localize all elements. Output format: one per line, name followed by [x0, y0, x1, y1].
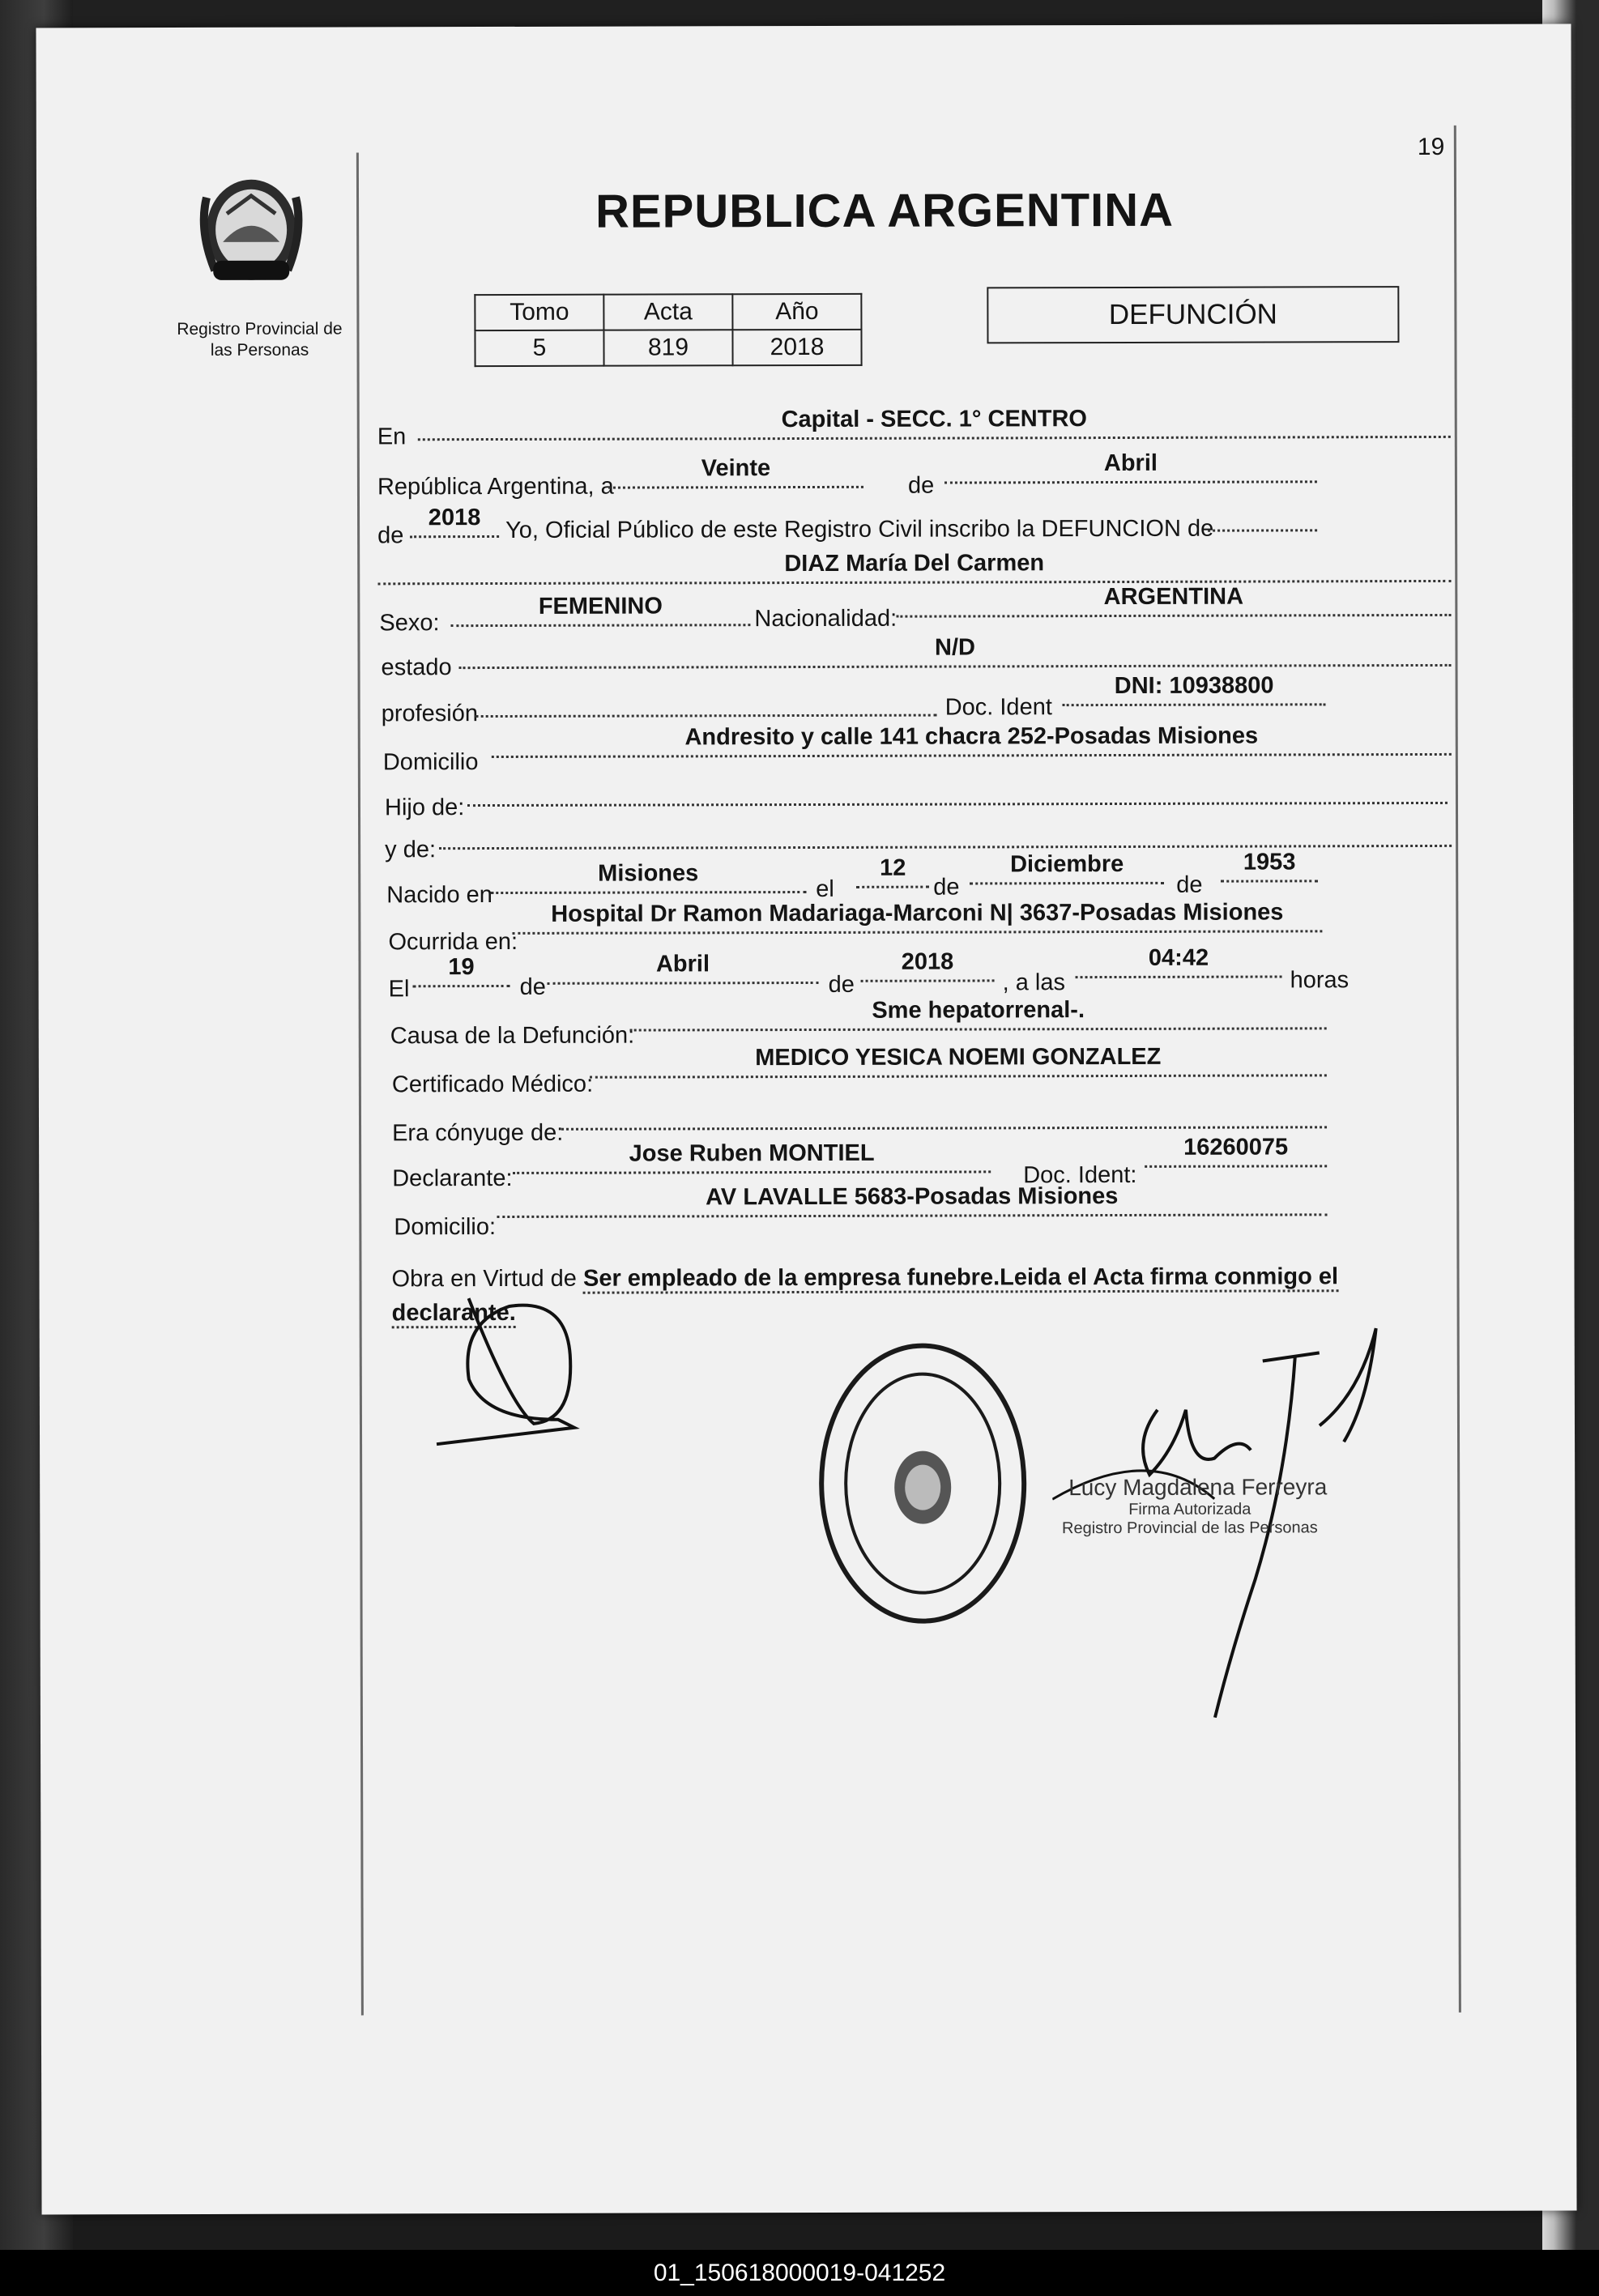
spouse-label: Era cónyuge de: — [392, 1119, 564, 1147]
death-day-field: 19 — [412, 954, 510, 987]
el2-label: El — [388, 976, 410, 1003]
authority-role: Firma Autorizada — [1128, 1500, 1251, 1519]
medical-cert-field: MEDICO YESICA NOEMI GONZALEZ — [590, 1043, 1327, 1078]
child-of-label: Hijo de: — [384, 794, 465, 821]
place-of-death-field: Hospital Dr Ramon Madariaga-Marconi N| 3637-Posadas Misiones — [512, 899, 1322, 935]
place-field: Capital - SECC. 1° CENTRO — [418, 405, 1451, 441]
child-of-field — [467, 771, 1448, 807]
death-year-field: 2018 — [860, 948, 994, 982]
grounds-label: Obra en Virtud de — [391, 1265, 577, 1293]
cause-label: Causa de la Defunción: — [390, 1022, 635, 1050]
sex-label: Sexo: — [379, 610, 440, 637]
profession-field — [475, 684, 937, 718]
at-label: , a las — [1002, 969, 1065, 996]
footer-id: 01_150618000019-041252 — [0, 2250, 1599, 2296]
value-acta: 819 — [603, 330, 732, 365]
right-margin-line — [1454, 126, 1461, 2013]
profession-label: profesión — [381, 701, 479, 727]
authority-block — [1061, 1474, 1328, 1538]
death-time-field: 04:42 — [1075, 944, 1281, 978]
spouse-field — [561, 1095, 1327, 1130]
value-anio: 2018 — [732, 330, 861, 365]
declarant-address-label: Domicilio: — [394, 1214, 497, 1241]
year-field: 2018 — [410, 505, 499, 538]
declarant-address-field: AV LAVALLE 5683-Posadas Misiones — [497, 1182, 1327, 1218]
declarant-signature — [420, 1282, 632, 1469]
official-stamp — [809, 1329, 1037, 1638]
medical-cert-label: Certificado Médico: — [391, 1071, 594, 1098]
page-number: 19 — [1417, 133, 1445, 161]
birth-year-field: 1953 — [1221, 849, 1318, 882]
month-field: Abril — [944, 449, 1317, 483]
day-field: Veinte — [608, 455, 863, 489]
doc-ident2-label: Doc. Ident: — [1023, 1161, 1137, 1189]
header-acta: Acta — [603, 294, 732, 330]
registry-label: Registro Provincial de las Personas — [177, 319, 343, 360]
and-of-label: y de: — [385, 837, 437, 863]
nationality-label: Nacionalidad: — [754, 605, 898, 633]
occurred-in-label: Ocurrida en: — [388, 928, 518, 956]
value-tomo: 5 — [475, 330, 603, 366]
hours-label: horas — [1290, 967, 1350, 994]
born-in-label: Nacido en — [386, 882, 492, 909]
de4-label: de — [1176, 871, 1203, 898]
death-certificate-page — [36, 24, 1576, 2215]
address-label: Domicilio — [382, 749, 479, 776]
address-field: Andresito y calle 141 chacra 252-Posadas Misiones — [492, 722, 1452, 758]
marital-status-field: N/D — [458, 633, 1451, 669]
declarant-field: Jose Ruben MONTIEL — [513, 1139, 991, 1174]
and-of-field — [439, 814, 1452, 850]
doc-ident-field: DNI: 10938800 — [1063, 672, 1326, 706]
birth-day-field: 12 — [856, 855, 929, 888]
republica-label: República Argentina, a — [377, 473, 614, 501]
sex-field: FEMENINO — [450, 593, 750, 627]
authority-name: Lucy Magdalena Ferreyra — [1068, 1474, 1328, 1501]
header-anio: Año — [732, 294, 861, 330]
nationality-field: ARGENTINA — [896, 583, 1451, 618]
record-reference-table — [474, 293, 862, 367]
el-label: el — [816, 875, 834, 902]
header-tomo: Tomo — [475, 295, 603, 330]
registration-statement: Yo, Oficial Público de este Registro Civil inscribo la DEFUNCION de — [505, 515, 1214, 543]
deceased-name-field: DIAZ María Del Carmen — [377, 549, 1451, 585]
birthplace-field: Misiones — [490, 860, 806, 894]
declarant-label: Declarante: — [392, 1165, 513, 1192]
misiones-seal-logo — [190, 165, 312, 295]
de6-label: de — [828, 971, 855, 998]
declarant-doc-field: 16260075 — [1145, 1134, 1327, 1168]
death-month-field: Abril — [547, 951, 818, 985]
cause-field: Sme hepatorrenal-. — [630, 996, 1327, 1031]
marital-status-label: estado — [381, 654, 452, 681]
de-label: de — [907, 472, 935, 499]
grounds-field: Ser empleado de la empresa funebre.Leida el Acta firma conmigo el declarante. — [392, 1263, 1339, 1328]
doc-ident-label: Doc. Ident — [944, 694, 1052, 721]
document-type-box: DEFUNCIÓN — [987, 286, 1399, 343]
birth-month-field: Diciembre — [970, 851, 1164, 885]
de5-label: de — [519, 973, 546, 1000]
authority-org: Registro Provincial de las Personas — [1061, 1519, 1318, 1538]
left-margin-line — [356, 152, 364, 2015]
de2-label: de — [377, 522, 404, 549]
de3-label: de — [933, 874, 960, 901]
registration-blank — [1208, 498, 1317, 531]
document-title: REPUBLICA ARGENTINA — [595, 183, 1175, 238]
en-label: En — [377, 424, 407, 450]
